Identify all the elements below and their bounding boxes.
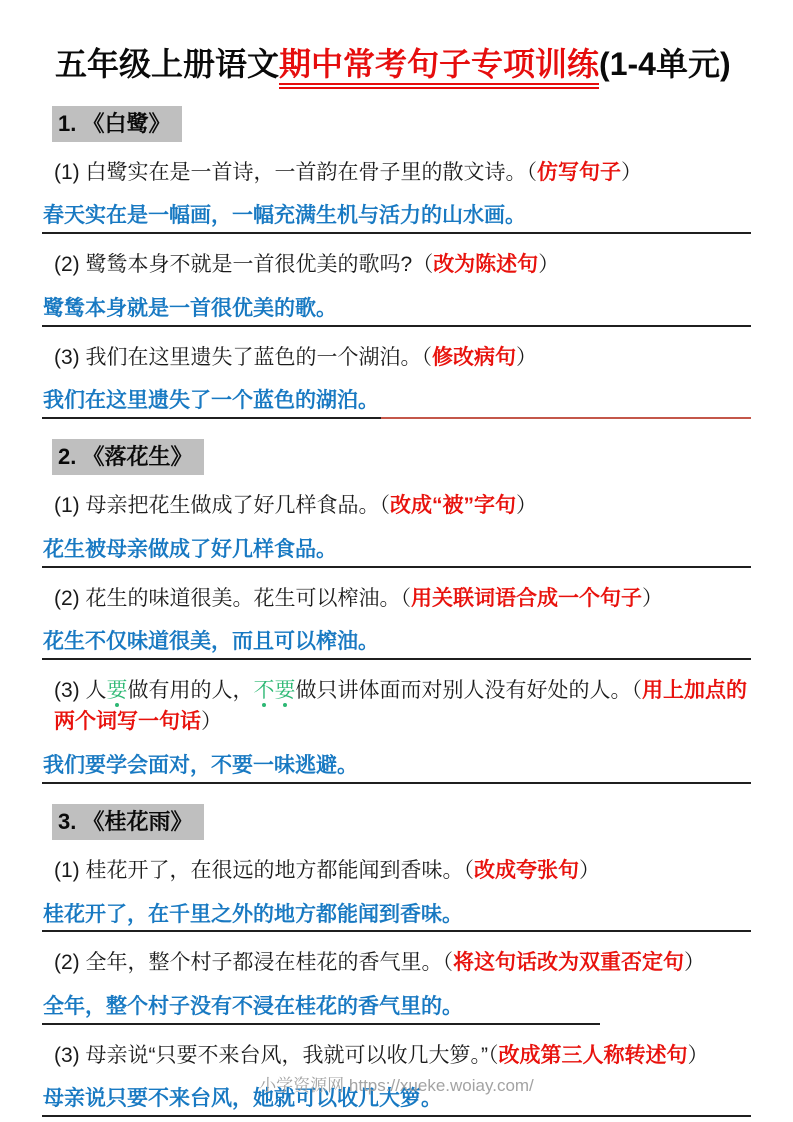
instruction-paren-close: ）	[642, 586, 663, 610]
section	[42, 90, 751, 419]
answer-blank-line	[339, 324, 751, 327]
question-text: (3) 母亲说“只要不来台风，我就可以收几大箩。”	[54, 1043, 488, 1067]
answer-row	[42, 535, 751, 568]
question-row	[54, 249, 751, 281]
instruction-text: 改成“被”字句	[390, 494, 516, 518]
instruction-paren-open: （	[412, 253, 434, 277]
instruction-text: 将这句话改为双重否定句	[453, 951, 684, 975]
answer-blank-line	[339, 565, 751, 568]
answer-blank-line	[381, 657, 751, 660]
section-heading: 1. 《白鹭》	[52, 106, 182, 142]
section-heading: 2. 《落花生》	[52, 439, 204, 475]
instruction-paren-close: ）	[621, 160, 642, 184]
question-text: (3) 人	[54, 678, 107, 702]
answer-text: 桂花开了，在千里之外的地方都能闻到香味。	[42, 900, 465, 933]
section-heading-row	[42, 419, 751, 475]
question-row	[54, 947, 751, 979]
instruction-paren-close: ）	[684, 951, 705, 975]
answer-text: 春天实在是一幅画，一幅充满生机与活力的山水画。	[42, 201, 528, 234]
instruction-paren-close: ）	[201, 710, 222, 734]
instruction-paren-open: （	[463, 859, 474, 883]
instruction-text: 修改病句	[432, 345, 516, 369]
instruction-paren-open: （	[400, 586, 411, 610]
emphasized-char: 要	[106, 678, 128, 702]
question-row	[54, 490, 751, 522]
answer-blank-line	[465, 929, 751, 932]
instruction-paren-open: （	[526, 160, 537, 184]
section-heading-row	[42, 784, 751, 840]
instruction-paren-open: （	[488, 1043, 499, 1067]
title-black-suffix: (1-4单元)	[599, 46, 731, 82]
question-row	[54, 583, 751, 615]
question-row	[54, 157, 751, 189]
question-text: 做只讲体面而对别人没有好处的人。	[295, 678, 632, 702]
answer-row	[42, 627, 751, 660]
instruction-text: 改成夸张句	[474, 859, 579, 883]
answer-row	[42, 386, 751, 419]
answer-text: 我们要学会面对，不要一味逃避。	[42, 751, 360, 784]
answer-row	[42, 294, 751, 327]
answer-blank-line	[528, 231, 751, 234]
answer-row	[42, 201, 751, 234]
instruction-text: 仿写句子	[537, 160, 621, 184]
answer-text: 全年，整个村子没有不浸在桂花的香气里的。	[42, 992, 465, 1025]
footer-credit: 小学资源网 https://xueke.woiay.com/	[259, 1076, 534, 1095]
question-row	[54, 855, 751, 887]
answer-blank-line	[381, 416, 751, 419]
instruction-paren-open: （	[379, 494, 390, 518]
instruction-text: 改为陈述句	[433, 253, 539, 277]
question-text: 做有用的人，	[127, 678, 254, 702]
question-text: (2) 花生的味道很美。花生可以榨油。	[54, 586, 401, 610]
question-row	[54, 675, 751, 738]
question-text: (2) 鹭鸶本身不就是一首很优美的歌吗?	[54, 253, 413, 277]
question-text: (1) 桂花开了，在很远的地方都能闻到香味。	[54, 859, 464, 883]
instruction-paren-close: ）	[538, 253, 560, 277]
instruction-paren-close: ）	[687, 1043, 709, 1067]
question-text: (3) 我们在这里遗失了蓝色的一个湖泊。	[54, 345, 422, 369]
section-heading: 3. 《桂花雨》	[52, 804, 204, 840]
instruction-paren-open: （	[442, 951, 453, 975]
instruction-text: 改成第三人称转述句	[498, 1043, 688, 1067]
worksheet-body	[42, 90, 751, 1117]
answer-text: 母亲说只要不来台风，她就可以收几大箩。	[42, 1084, 444, 1117]
answer-blank-line	[360, 781, 751, 784]
answer-text: 花生不仅味道很美，而且可以榨油。	[42, 627, 381, 660]
answer-row	[42, 900, 751, 933]
question-text: (1) 母亲把花生做成了好几样食品。	[54, 494, 380, 518]
section-heading-row	[42, 90, 751, 142]
instruction-paren-open: （	[631, 678, 642, 702]
emphasized-char: 要	[274, 678, 296, 702]
question-text: (1) 白鹭实在是一首诗，一首韵在骨子里的散文诗。	[54, 160, 527, 184]
title-black-prefix: 五年级上册语文	[55, 46, 280, 82]
answer-text: 我们在这里遗失了一个蓝色的湖泊。	[42, 386, 381, 419]
answer-blank-line	[465, 1022, 600, 1025]
instruction-paren-open: （	[421, 345, 432, 369]
emphasized-char: 不	[253, 678, 275, 702]
section	[42, 784, 751, 1117]
title-red-core: 期中常考句子专项训练	[279, 46, 599, 89]
instruction-text: 用上加点的两个词写一句话	[54, 678, 747, 734]
question-row	[54, 342, 751, 374]
question-text: (2) 全年，整个村子都浸在桂花的香气里。	[54, 951, 443, 975]
instruction-paren-close: ）	[516, 345, 537, 369]
instruction-text: 用关联词语合成一个句子	[411, 586, 642, 610]
answer-blank-line	[444, 1114, 751, 1117]
section	[42, 419, 751, 784]
answer-row	[42, 751, 751, 784]
page-title	[55, 44, 751, 86]
answer-text: 花生被母亲做成了好几样食品。	[42, 535, 339, 568]
instruction-paren-close: ）	[579, 859, 600, 883]
answer-row	[42, 992, 751, 1025]
instruction-paren-close: ）	[516, 494, 537, 518]
question-row	[54, 1040, 751, 1072]
answer-text: 鹭鸶本身就是一首很优美的歌。	[42, 294, 339, 327]
